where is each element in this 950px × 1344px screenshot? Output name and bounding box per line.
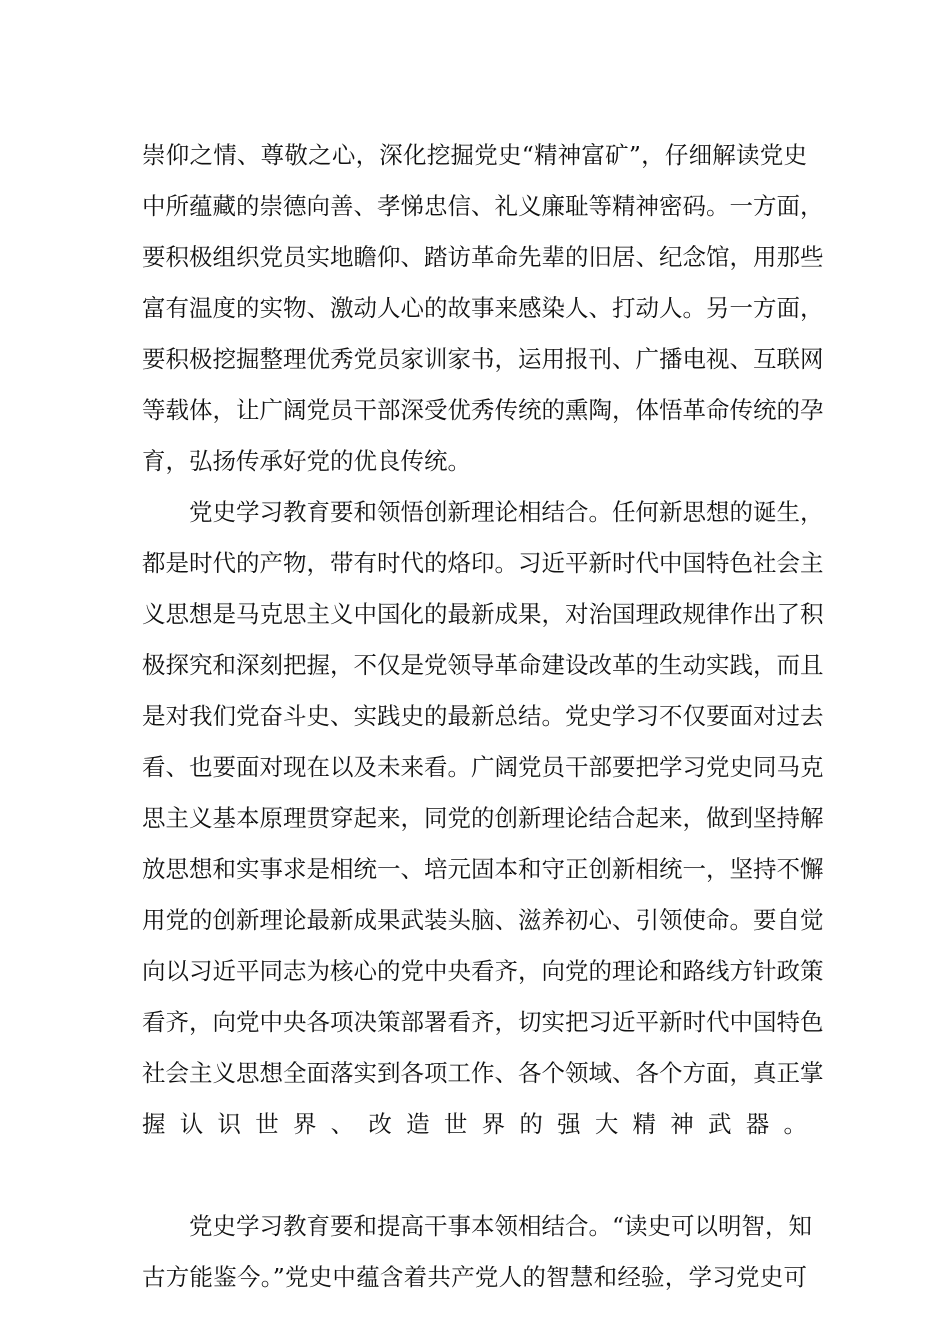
text-line: 要积极挖掘整理优秀党员家训家书，运用报刊、广播电视、互联网 — [142, 345, 824, 373]
text-line: 向以习近平同志为核心的党中央看齐，向党的理论和路线方针政策 — [142, 957, 824, 985]
paragraph — [142, 487, 824, 1201]
text-line: 是对我们党奋斗史、实践史的最新总结。党史学习不仅要面对过去 — [142, 702, 824, 730]
text-line: 等载体，让广阔党员干部深受优秀传统的熏陶，体悟革命传统的孕 — [142, 396, 824, 424]
text-line: 极探究和深刻把握，不仅是党领导革命建设改革的生动实践，而且 — [142, 651, 824, 679]
text-line: 育，弘扬传承好党的优良传统。 — [142, 447, 471, 475]
text-line: 放思想和实事求是相统一、培元固本和守正创新相统一，坚持不懈 — [142, 855, 824, 883]
text-line: 看、也要面对现在以及未来看。广阔党员干部要把学习党史同马克 — [142, 753, 824, 781]
text-line: 中所蕴藏的崇德向善、孝悌忠信、礼义廉耻等精神密码。一方面， — [142, 192, 824, 220]
text-line: 古方能鉴今。”党史中蕴含着共产党人的智慧和经验，学习党史可 — [142, 1263, 807, 1291]
text-line: 用党的创新理论最新成果武装头脑、滋养初心、引领使命。要自觉 — [142, 906, 824, 934]
text-line: 社会主义思想全面落实到各项工作、各个领域、各个方面，真正掌 — [142, 1059, 824, 1087]
text-line: 党史学习教育要和提高干事本领相结合。“读史可以明智，知 — [189, 1212, 813, 1240]
text-line: 要积极组织党员实地瞻仰、踏访革命先辈的旧居、纪念馆，用那些 — [142, 243, 824, 271]
text-line: 崇仰之情、尊敬之心，深化挖掘党史“精神富矿”，仔细解读党史 — [142, 141, 807, 169]
document-body — [142, 130, 824, 1303]
text-line: 都是时代的产物，带有时代的烙印。习近平新时代中国特色社会主 — [142, 549, 824, 577]
text-line: 看齐，向党中央各项决策部署看齐，切实把习近平新时代中国特色 — [142, 1008, 824, 1036]
text-line: 富有温度的实物、激动人心的故事来感染人、打动人。另一方面， — [142, 294, 824, 322]
text-line — [142, 1150, 807, 1201]
text-line: 义思想是马克思主义中国化的最新成果，对治国理政规律作出了积 — [142, 600, 824, 628]
paragraph — [142, 1201, 813, 1303]
text-line: 思主义基本原理贯穿起来，同党的创新理论结合起来，做到坚持解 — [142, 804, 824, 832]
text-line: 握认识世界、改造世界的强大精神武器。 — [142, 1110, 807, 1138]
paragraph — [142, 130, 824, 487]
text-line: 党史学习教育要和领悟创新理论相结合。任何新思想的诞生， — [189, 498, 824, 526]
